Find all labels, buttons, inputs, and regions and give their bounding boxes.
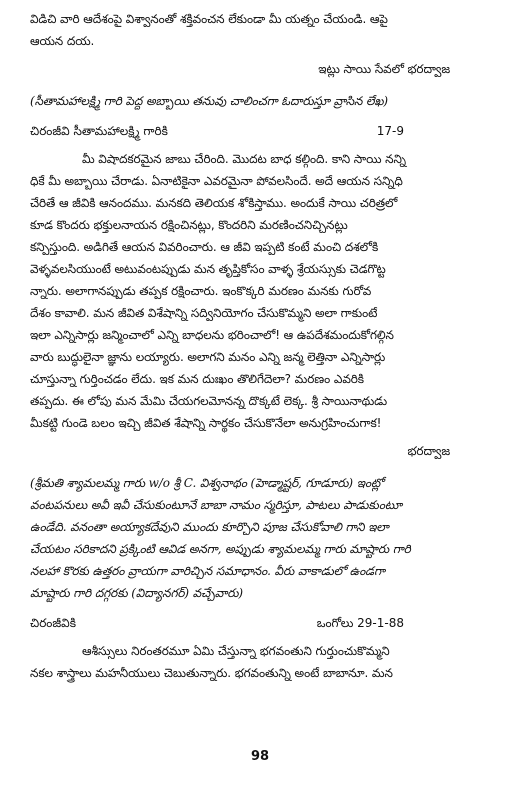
letter-date: 17-9 [376,124,404,138]
text-line: మీ విషాదకరమైన జాబు చేరింది. మొదట బాధ కల్గింది. కాని సాయి నన్ని [82,152,406,166]
letter-body [30,640,486,684]
text-line: నకల శాస్త్రాలు మహనీయులు చెబుతున్నారు. భగవంతున్ని అంటే బాబానూ. మన [30,666,393,680]
text-line: మీకట్టి గుండె బలం ఇచ్చి జీవిత శేషాన్ని సార్థకం చేసుకొనేలా అనుగ్రహించుగాక! [30,416,382,430]
text-line: కూడ కొందరు భక్తులనాయన రక్షించినట్లు, కొందరిని మరణించనిచ్చినట్లు [30,218,348,232]
text-line: తప్పదు. ఈ లోపు మన మేమి చేయగలమోనన్న దొక్కటే లెక్క. శ్రీ సాయినాథుడు [30,394,388,408]
letter-heading [30,612,486,634]
text-line: నలహా కొరకు ఉత్తరం వ్రాయగా వారిచ్చిన సమాధానం. వీరు వాకాడులో ఉండగా [30,564,385,578]
text-line: చేయటం సరికాదని ప్రక్కింటి ఆవిడ అనగా, అప్పుడు శ్యామలమ్మ గారు మాష్టారు గారి [30,542,411,556]
text-line: ఆశీస్సులు నిరంతరమూ ఏమి చేస్తున్నా భగవంతుని గుర్తుంచుకొమ్మని [82,644,390,658]
intro-paragraph [30,8,486,52]
text-line: కన్పిస్తుంది. అడిగితే ఆయన వివరించారు. ఆ జీవి ఇప్పటి కంటే మంచి దశలోకి [30,240,379,254]
page-number: 98 [250,749,270,764]
context-note-block [30,472,486,604]
text-line: ఆయన దయ. [30,34,95,48]
salutation: చిరంజీవి సీతామహాలక్ష్మి గారికి [30,124,168,138]
text-line: న్నారు. అలాగానప్పుడు తప్పక రక్షించారు. ఇంకొక్కరి మరణం మనకు గురోవ [30,284,372,298]
salutation: చిరంజీవికి [30,616,76,630]
letter-heading [30,120,486,142]
text-line: చూస్తున్నా గుర్తించడం లేదు. ఇక మన దుఃఖం తొలిగేదెలా? మరణం ఎవరికి [30,372,364,386]
text-line: మాష్టారు గారి దగ్గరకు (విద్యానగర్) వచ్చేవారు) [30,586,243,600]
letter-date: ఒంగోలు 29-1-88 [316,616,404,630]
letter-body [30,148,486,434]
text-line: విడిచి వారి ఆదేశంపై విశ్వానంతో శక్తివంచన లేకుండా మీ యత్నం చేయండి. ఆపై [30,12,388,26]
text-line: ఉండేది. వనంతా అయ్యాకదేవుని ముందు కూర్చొని పూజ చేసుకోవాలి గాని ఇలా [30,520,389,534]
context-note: (సీతామహాలక్ష్మి గారి పెద్ద అబ్బాయి తనువు చాలించగా ఓదారుస్తూ వ్రాసిన లేఖ) [30,94,389,108]
signature-line: భరద్వాజ [407,444,450,458]
text-line: దేశం కావాలి. మన జీవిత విశేషాన్ని సద్వినియోగం చేసుకొమ్మని అలా గాకుంటే [30,306,378,320]
text-line: వెళ్ళవలసియుంటే అటువంటప్పుడు మన తృప్తికోసం వాళ్ళ శ్రేయస్సుకు చెడగొట్ట [30,262,386,276]
text-line: (శ్రీమతి శ్యామలమ్మ గారు w/o శ్రీ C. విశ్వనాథం (హెడ్మాష్టర్, గూడూరు) ఇంట్లో [30,476,384,490]
text-line: వంటపనులు అవీ ఇవీ చేసుకుంటూనే బాబా నామం స్మరిస్తూ, పాటలు పాడుకుంటూ [30,498,402,512]
text-line: చేరితే ఆ జీవికి ఆనందము. మనకది తెలియక శోకిస్తాము. అందుకే సాయి చరిత్రలో [30,196,398,210]
text-line: ఇలా ఎన్నిసార్లు జన్మించాలో ఎన్ని బాధలను భరించాలో! ఆ ఉపదేశమందుకోగల్గిన [30,328,394,342]
signature-line: ఇట్లు సాయి సేవలో భరద్వాజ [318,62,450,76]
text-line: ధికే మీ అబ్బాయి చేరాడు. ఏనాటికైనా ఎవరమైనా పోవలసిందే. అదే ఆయన సన్నిధి [30,174,403,188]
text-line: వారు బుద్ధులైనా జ్ఞాను లయ్యారు. అలాగని మనం ఎన్ని జన్మ లెత్తినా ఎన్నిసార్లు [30,350,386,364]
